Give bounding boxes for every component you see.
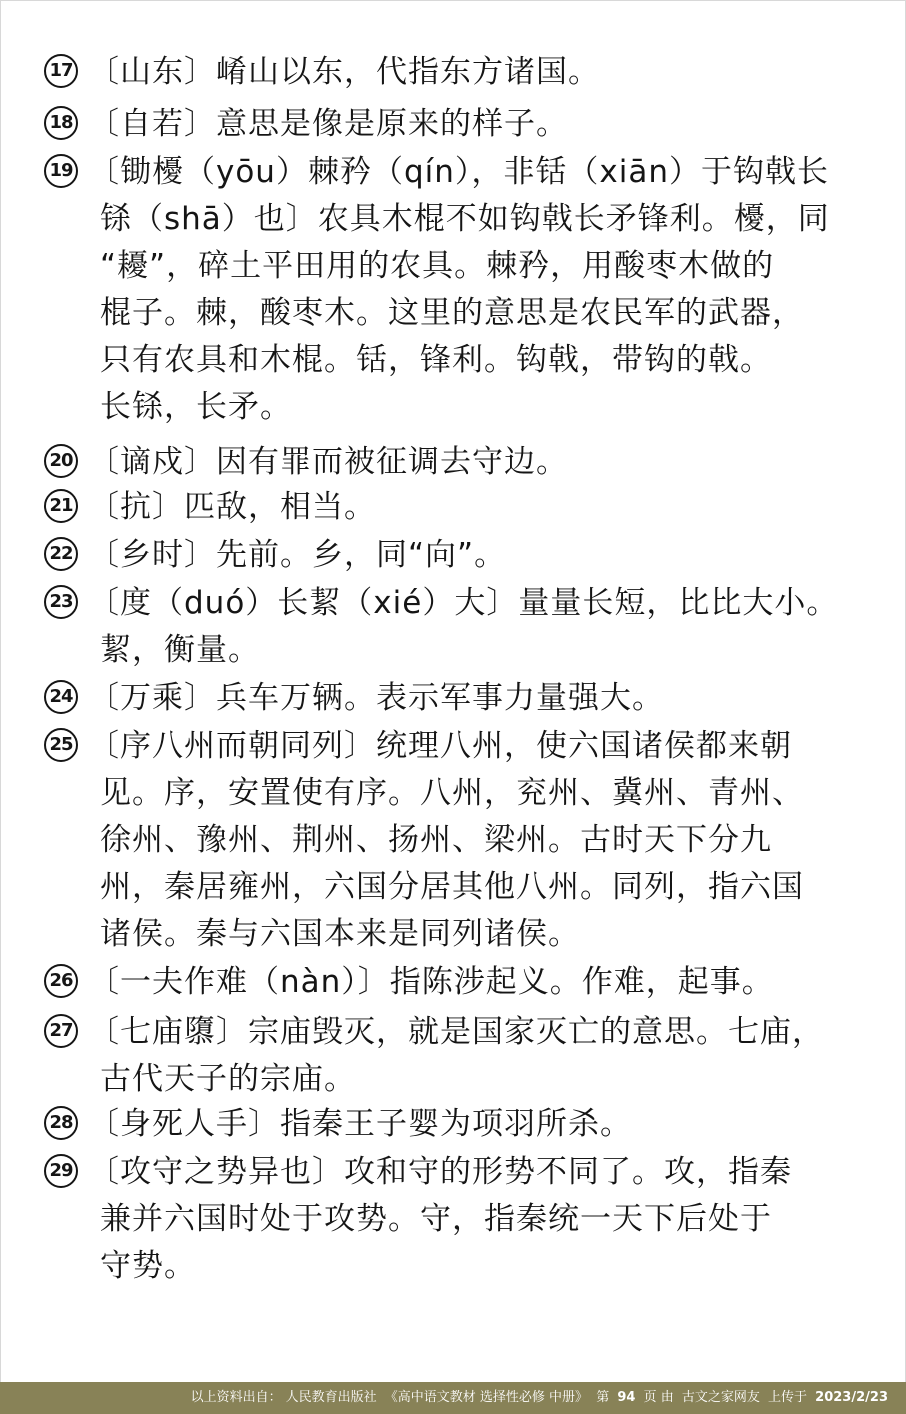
annotation-text-line: 棍子。棘，酸枣木。这里的意思是农民军的武器， bbox=[100, 295, 804, 331]
annotation-number: 20 bbox=[44, 444, 78, 478]
annotation-text-line: 〔山东〕崤山以东，代指东方诸国。 bbox=[88, 54, 600, 90]
annotation-text-line: 只有农具和木棍。铦，锋利。钩戟，带钩的戟。 bbox=[100, 342, 772, 378]
annotation-text-line: 古代天子的宗庙。 bbox=[100, 1061, 356, 1097]
annotation-text-line: 〔一夫作难（nàn）〕指陈涉起义。作难，起事。 bbox=[88, 964, 774, 1000]
annotation-text-line: 见。序，安置使有序。八州，兖州、冀州、青州、 bbox=[100, 775, 804, 811]
annotation-text-line: 〔抗〕匹敌，相当。 bbox=[88, 489, 376, 525]
footer-source-label: 以上资料出自： bbox=[190, 1390, 282, 1405]
annotation-text-line: 〔序八州而朝同列〕统理八州，使六国诸侯都来朝 bbox=[88, 728, 792, 764]
annotation-text-line: 絜，衡量。 bbox=[100, 632, 260, 668]
annotation-number: 26 bbox=[44, 964, 78, 998]
annotation-number: 27 bbox=[44, 1014, 78, 1048]
annotation-text-line: 〔度（duó）长絜（xié）大〕量量长短，比比大小。 bbox=[88, 585, 839, 621]
footer-uploaded-label: 上传于 bbox=[768, 1390, 808, 1405]
annotation-text-line: 守势。 bbox=[100, 1248, 196, 1284]
footer-page-number: 94 bbox=[617, 1390, 636, 1405]
annotation-number: 25 bbox=[44, 728, 78, 762]
annotation-text-line: 徐州、豫州、荆州、扬州、梁州。古时天下分九 bbox=[100, 822, 772, 858]
annotation-number: 19 bbox=[44, 154, 78, 188]
annotation-text-line: 长铩，长矛。 bbox=[100, 389, 292, 425]
annotation-text-line: 铩（shā）也〕农具木棍不如钩戟长矛锋利。櫌，同 bbox=[100, 201, 830, 237]
annotation-text-line: 〔锄櫌（yōu）棘矜（qín），非铦（xiān）于钩戟长 bbox=[88, 154, 829, 190]
footer-page-prefix: 第 bbox=[596, 1390, 610, 1405]
annotation-number: 21 bbox=[44, 489, 78, 523]
annotation-number: 29 bbox=[44, 1154, 78, 1188]
footer-uploader: 古文之家网友 bbox=[681, 1390, 760, 1405]
footer-date: 2023/2/23 bbox=[815, 1390, 888, 1405]
footer-page-suffix: 页 由 bbox=[643, 1390, 674, 1405]
annotation-text-line: 〔谪戍〕因有罪而被征调去守边。 bbox=[88, 444, 568, 480]
annotation-text-line: 〔乡时〕先前。乡，同“向”。 bbox=[88, 537, 507, 573]
annotation-number: 17 bbox=[44, 54, 78, 88]
annotation-number: 18 bbox=[44, 106, 78, 140]
annotation-text-line: 〔身死人手〕指秦王子婴为项羽所杀。 bbox=[88, 1106, 632, 1142]
annotation-number: 22 bbox=[44, 537, 78, 571]
footer-publisher: 人民教育出版社 bbox=[285, 1390, 377, 1405]
annotation-text-line: 〔七庙隳〕宗庙毁灭，就是国家灭亡的意思。七庙， bbox=[88, 1014, 824, 1050]
annotation-text-line: 兼并六国时处于攻势。守，指秦统一天下后处于 bbox=[100, 1201, 772, 1237]
annotation-text-line: 诸侯。秦与六国本来是同列诸侯。 bbox=[100, 916, 580, 952]
annotation-text-line: 〔万乘〕兵车万辆。表示军事力量强大。 bbox=[88, 680, 664, 716]
annotation-text-line: 州，秦居雍州，六国分居其他八州。同列，指六国 bbox=[100, 869, 804, 905]
annotation-number: 28 bbox=[44, 1106, 78, 1140]
annotation-number: 24 bbox=[44, 680, 78, 714]
annotation-number: 23 bbox=[44, 585, 78, 619]
footer-book-title: 《高中语文教材 选择性必修 中册》 bbox=[384, 1390, 589, 1405]
source-footer bbox=[0, 1382, 906, 1414]
annotation-text-line: “耰”，碎土平田用的农具。棘矜，用酸枣木做的 bbox=[100, 248, 775, 284]
footer-text bbox=[187, 1382, 888, 1414]
annotation-text-line: 〔自若〕意思是像是原来的样子。 bbox=[88, 106, 568, 142]
annotation-text-line: 〔攻守之势异也〕攻和守的形势不同了。攻，指秦 bbox=[88, 1154, 792, 1190]
